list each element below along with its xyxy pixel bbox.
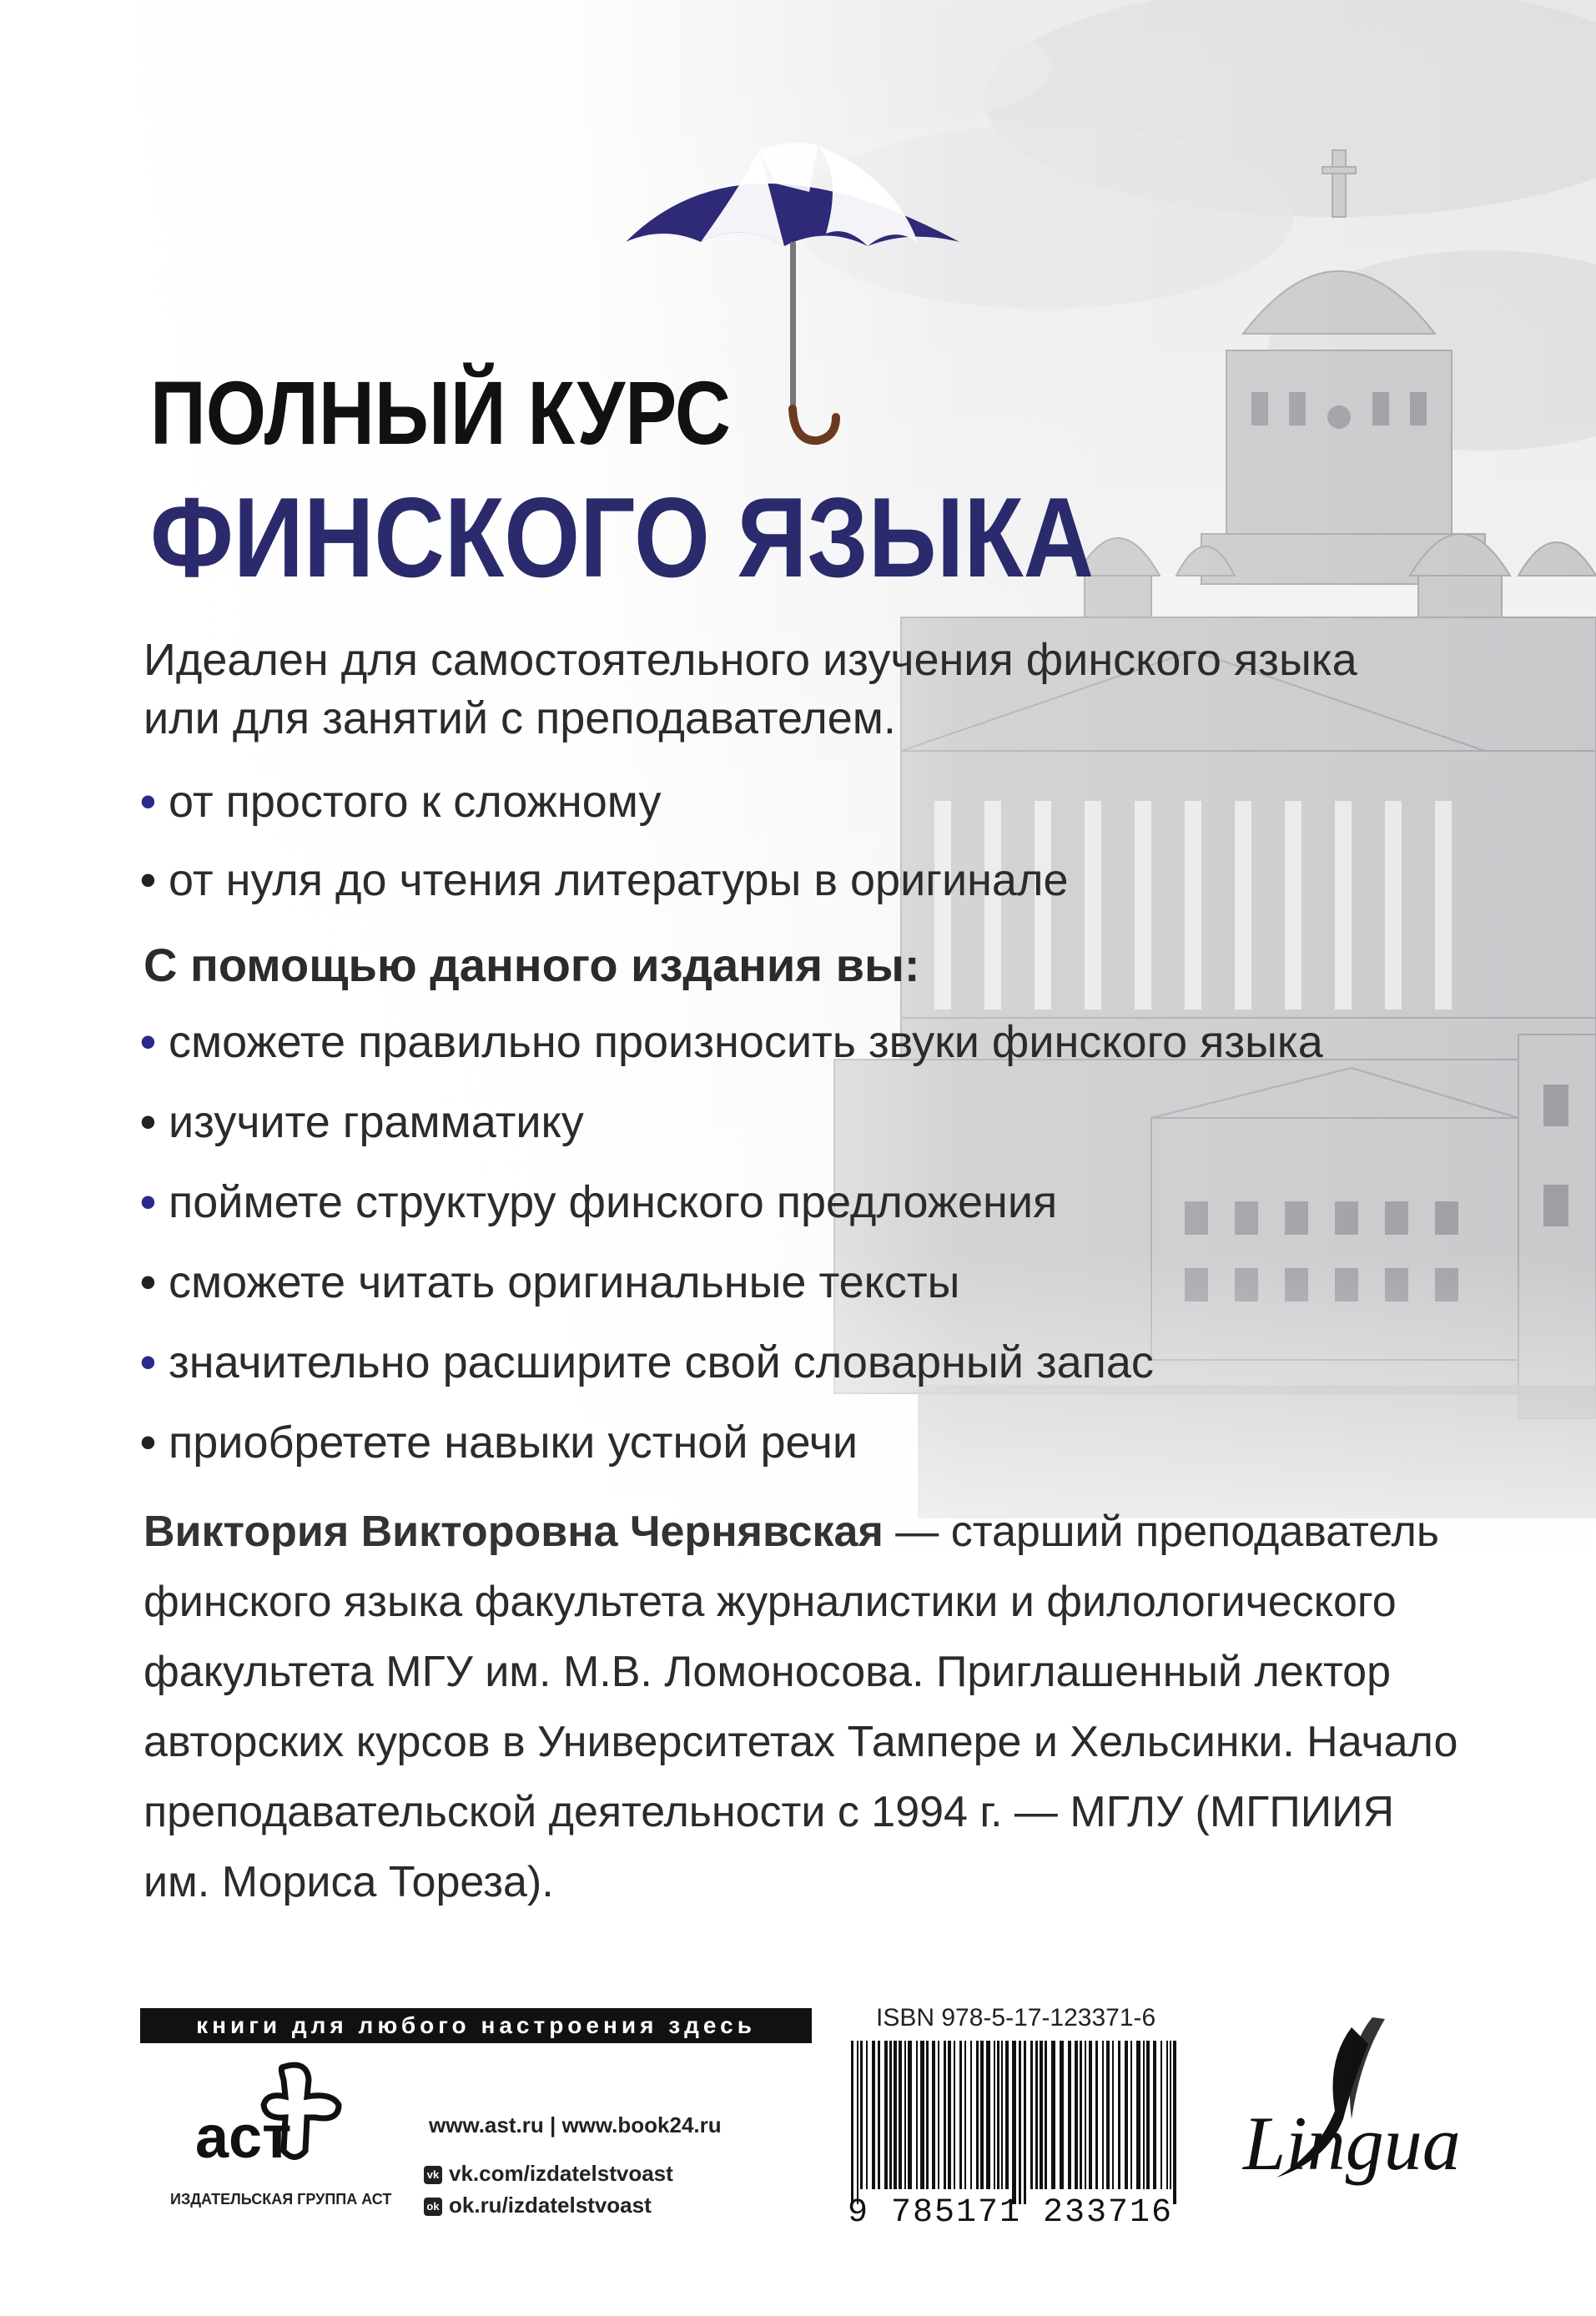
barcode-bar	[857, 2041, 858, 2204]
barcode-bar	[1045, 2041, 1047, 2189]
ok-link[interactable]	[424, 2193, 652, 2218]
author-name: Виктория Викторовна Чернявская	[143, 1508, 884, 1556]
list-item: • от нуля до чтения литературы в оригинале	[140, 855, 1069, 905]
bullet-text: сможете читать оригинальные тексты	[169, 1257, 960, 1307]
barcode-bar	[1085, 2041, 1086, 2189]
barcode-bar	[1012, 2041, 1016, 2204]
bullet-text: от простого к сложному	[169, 777, 662, 827]
barcode-bar	[894, 2041, 897, 2189]
barcode-bar	[1068, 2041, 1071, 2189]
barcode-bar	[920, 2041, 924, 2189]
publisher-logo-text: аст	[195, 2104, 292, 2167]
barcode	[846, 2041, 1188, 2208]
barcode-bar	[916, 2041, 918, 2189]
barcode-bar	[1166, 2041, 1168, 2189]
benefits-heading: С помощью данного издания вы:	[143, 939, 920, 991]
barcode-bar	[1170, 2041, 1171, 2189]
title-line-1: ПОЛНЫЙ КУРС	[150, 362, 731, 463]
publisher-caption: ИЗДАТЕЛЬСКАЯ ГРУППА АСТ	[170, 2191, 392, 2208]
series-logo	[1226, 2011, 1527, 2203]
barcode-bar	[986, 2041, 990, 2189]
barcode-bar	[1153, 2041, 1156, 2189]
ok-link-text[interactable]: ok.ru/izdatelstvoast	[449, 2193, 652, 2218]
barcode-bar	[1173, 2041, 1176, 2204]
barcode-bar	[994, 2041, 995, 2189]
barcode-bar	[1001, 2041, 1003, 2189]
barcode-bar	[1136, 2041, 1140, 2189]
barcode-bar	[970, 2041, 972, 2189]
barcode-bar	[1030, 2041, 1033, 2189]
barcode-bar	[1005, 2041, 1009, 2189]
barcode-bar	[948, 2041, 951, 2189]
barcode-bar	[932, 2041, 935, 2189]
barcode-bar	[1160, 2041, 1162, 2189]
barcode-bar	[884, 2041, 888, 2189]
barcode-bar	[1112, 2041, 1114, 2189]
barcode-number: 9 785171 233716	[848, 2194, 1174, 2232]
isbn: ISBN 978-5-17-123371-6	[876, 2004, 1156, 2032]
barcode-bar	[1024, 2041, 1026, 2204]
barcode-bar	[1118, 2041, 1120, 2189]
barcode-bar	[872, 2041, 875, 2189]
barcode-bar	[1080, 2041, 1082, 2189]
vk-icon: vk	[424, 2166, 442, 2184]
barcode-bar	[1051, 2041, 1055, 2189]
bullet-text: сможете правильно произносить звуки финского языка	[169, 1017, 1323, 1067]
barcode-bar	[1095, 2041, 1098, 2189]
series-logo-text: Lingua	[1243, 2101, 1461, 2186]
list-item: • от простого к сложному	[140, 777, 662, 827]
intro-paragraph: Идеален для самостоятельного изучения финского языка или для занятий с преподавателем.	[143, 635, 1357, 744]
barcode-bar	[866, 2041, 868, 2189]
ok-icon: ok	[424, 2198, 442, 2216]
bullet-text: приобретете навыки устной речи	[169, 1417, 858, 1468]
publisher-logo	[190, 2059, 357, 2167]
vk-link[interactable]	[424, 2161, 673, 2187]
barcode-bar	[926, 2041, 929, 2189]
barcode-bar	[997, 2041, 999, 2189]
barcode-bar	[1106, 2041, 1110, 2189]
list-item: • сможете читать оригинальные тексты	[140, 1257, 960, 1307]
barcode-bar	[1019, 2041, 1021, 2204]
barcode-bar	[1102, 2041, 1104, 2189]
barcode-bar	[976, 2041, 979, 2189]
barcode-bar	[1040, 2041, 1043, 2189]
barcode-bar	[860, 2041, 863, 2189]
list-item: • сможете правильно произносить звуки финского языка	[140, 1017, 1323, 1067]
barcode-bar	[1089, 2041, 1092, 2189]
barcode-bar	[980, 2041, 984, 2189]
barcode-bar	[878, 2041, 880, 2189]
barcode-bar	[954, 2041, 955, 2189]
barcode-bar	[1060, 2041, 1064, 2189]
bullet-text: значительно расширите свой словарный запас	[169, 1337, 1154, 1387]
barcode-bar	[944, 2041, 946, 2189]
barcode-bar	[964, 2041, 966, 2189]
barcode-bar	[1125, 2041, 1128, 2189]
barcode-bar	[889, 2041, 892, 2189]
barcode-bar	[959, 2041, 962, 2189]
barcode-bar	[1035, 2041, 1038, 2189]
bullet-text: изучите грамматику	[169, 1097, 584, 1147]
barcode-bar	[938, 2041, 939, 2189]
author-bio	[143, 1497, 1462, 1917]
barcode-bar	[899, 2041, 902, 2189]
bullet-text: от нуля до чтения литературы в оригинале	[169, 855, 1069, 905]
barcode-bar	[851, 2041, 853, 2204]
list-item: • поймете структуру финского предложения	[140, 1177, 1058, 1227]
website-links[interactable]: www.ast.ru | www.book24.ru	[429, 2112, 722, 2137]
author-description: — старший преподаватель финского языка факультета журналистики и филологического факультета МГУ им. М.В. Ломоносова. Приглашенный лектор авторских курсов в Университетах Тампере и Хельсинки. Начало преподавательской деятельности с 1994 г. — МГЛУ (МГПИИЯ им. Мориса Тореза).	[143, 1508, 1458, 1906]
vk-link-text[interactable]: vk.com/izdatelstvoast	[449, 2161, 673, 2186]
barcode-bar	[908, 2041, 912, 2189]
list-item: • изучите грамматику	[140, 1097, 584, 1147]
slogan-band: книги для любого настроения здесь	[140, 2008, 812, 2043]
barcode-bar	[1143, 2041, 1145, 2189]
title-line-2: ФИНСКОГО ЯЗЫКА	[150, 474, 1095, 601]
list-item: • значительно расширите свой словарный запас	[140, 1337, 1154, 1387]
bullet-text: поймете структуру финского предложения	[169, 1177, 1058, 1227]
barcode-bar	[1146, 2041, 1150, 2189]
list-item: • приобретете навыки устной речи	[140, 1417, 858, 1468]
barcode-bar	[1130, 2041, 1132, 2189]
barcode-bar	[904, 2041, 906, 2189]
barcode-bar	[1075, 2041, 1078, 2189]
